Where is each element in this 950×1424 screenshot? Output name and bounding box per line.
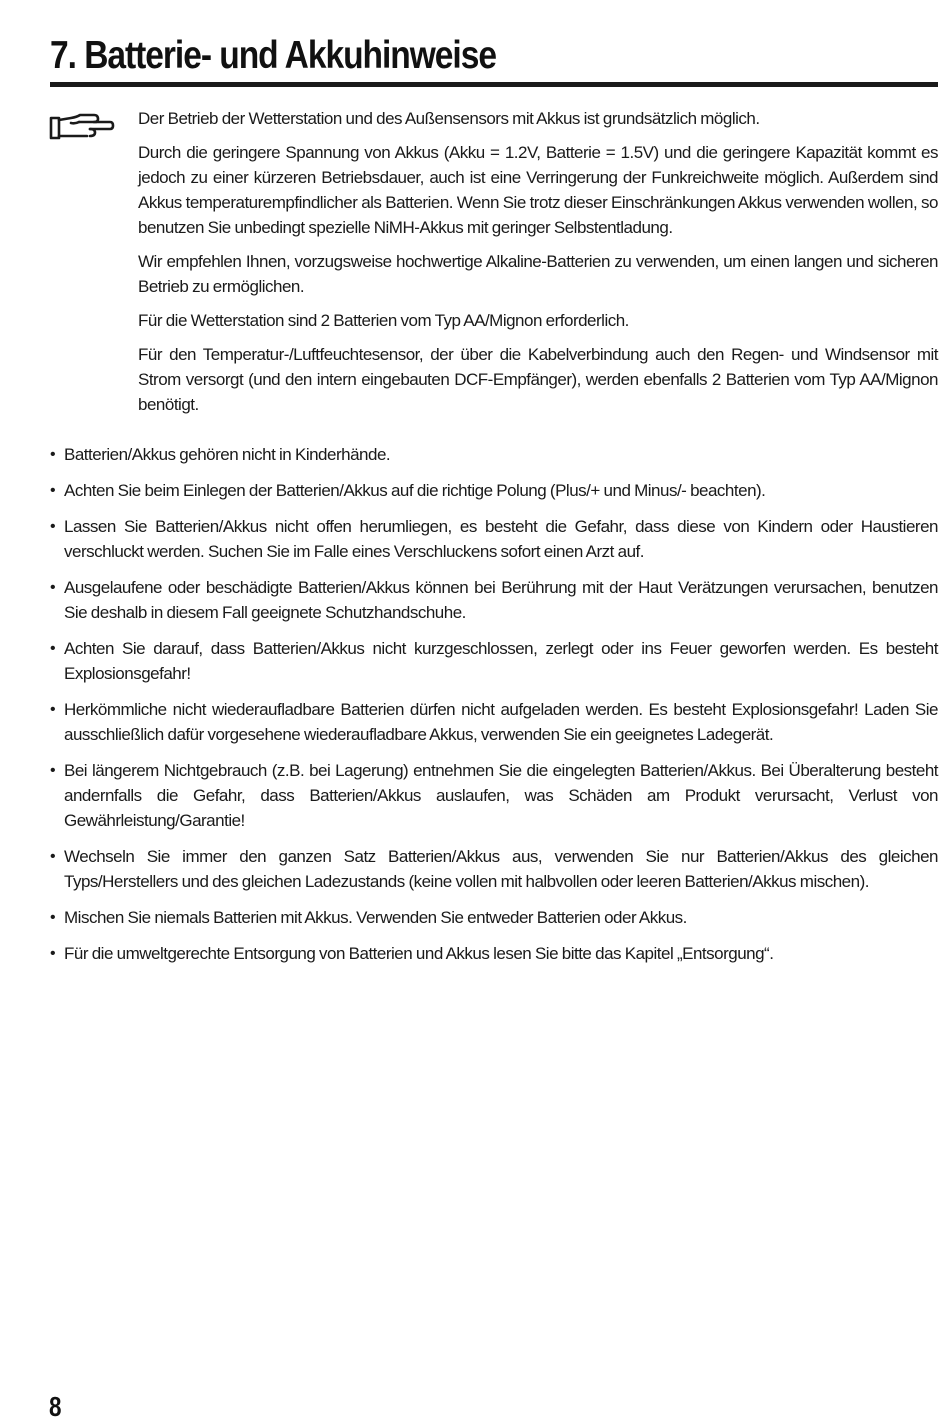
list-item-text: Lassen Sie Batterien/Akkus nicht offen herumliegen, es besteht die Gefahr, dass diese von Kindern oder Haustieren verschluckt werden. Suchen Sie im Falle eines Verschluckens sofort einen Arzt auf.	[64, 517, 938, 561]
list-item-text: Ausgelaufene oder beschädigte Batterien/Akkus können bei Berührung mit der Haut Verätzungen verursachen, benutzen Sie deshalb in diesem Fall geeignete Schutzhandschuhe.	[64, 578, 938, 622]
list-item-text: Wechseln Sie immer den ganzen Satz Batterien/Akkus aus, verwenden Sie nur Batterien/Akkus des gleichen Typs/Herstellers und des gleichen Ladezustands (keine vollen mit halbvollen oder leeren Batterien/Akkus mischen).	[64, 847, 938, 891]
list-item-text: Für die umweltgerechte Entsorgung von Batterien und Akkus lesen Sie bitte das Kapitel „Entsorgung“.	[64, 944, 774, 963]
bullet-marker: •	[50, 446, 56, 463]
list-item-text: Mischen Sie niemals Batterien mit Akkus. Verwenden Sie entweder Batterien oder Akkus.	[64, 908, 687, 927]
note-paragraph: Für den Temperatur-/Luftfeuchtesensor, der über die Kabelverbindung auch den Regen- und Windsensor mit Strom versorgt (und den intern eingebauten DCF-Empfänger), werden ebenfalls 2 Batterien vom Typ AA/Mignon benötigt.	[138, 345, 938, 414]
list-item	[50, 941, 938, 966]
list-item	[50, 697, 938, 747]
bullet-marker: •	[50, 579, 56, 596]
list-item	[50, 442, 938, 467]
note-paragraph: Wir empfehlen Ihnen, vorzugsweise hochwertige Alkaline-Batterien zu verwenden, um einen langen und sicheren Betrieb zu ermöglichen.	[138, 252, 938, 296]
page-number: 8	[49, 1391, 62, 1422]
list-item-text: Batterien/Akkus gehören nicht in Kinderhände.	[64, 445, 391, 464]
list-item-text: Achten Sie darauf, dass Batterien/Akkus nicht kurzgeschlossen, zerlegt oder ins Feuer geworfen werden. Es besteht Explosionsgefahr!	[64, 639, 938, 683]
pointing-hand-icon	[49, 111, 115, 143]
bullet-marker: •	[50, 482, 56, 499]
bullet-marker: •	[50, 762, 56, 779]
list-item	[50, 636, 938, 686]
list-item-text: Achten Sie beim Einlegen der Batterien/Akkus auf die richtige Polung (Plus/+ und Minus/- beachten).	[64, 481, 766, 500]
list-item	[50, 844, 938, 894]
bullet-marker: •	[50, 701, 56, 718]
list-item	[50, 514, 938, 564]
bullet-marker: •	[50, 848, 56, 865]
list-item-text: Herkömmliche nicht wiederaufladbare Batterien dürfen nicht aufgeladen werden. Es besteht Explosionsgefahr! Laden Sie ausschließlich dafür vorgesehene wiederaufladbare Akkus, verwenden Sie ein geeignetes Ladegerät.	[64, 700, 938, 744]
safety-bullet-list	[50, 442, 938, 977]
list-item	[50, 758, 938, 833]
list-item	[50, 905, 938, 930]
bullet-marker: •	[50, 518, 56, 535]
bullet-marker: •	[50, 640, 56, 657]
page-title: 7. Batterie- und Akkuhinweise	[50, 34, 496, 77]
bullet-marker: •	[50, 909, 56, 926]
note-paragraph: Für die Wetterstation sind 2 Batterien vom Typ AA/Mignon erforderlich.	[138, 311, 629, 330]
note-paragraph: Der Betrieb der Wetterstation und des Außensensors mit Akkus ist grundsätzlich möglich.	[138, 109, 760, 128]
battery-note-block	[138, 106, 938, 426]
list-item-text: Bei längerem Nichtgebrauch (z.B. bei Lagerung) entnehmen Sie die eingelegten Batterien/Akkus. Bei Überalterung besteht andernfalls die Gefahr, dass Batterien/Akkus auslaufen, was Schäden am Produkt verursacht, Verlust von Gewährleistung/Garantie!	[64, 761, 938, 830]
list-item	[50, 575, 938, 625]
list-item	[50, 478, 938, 503]
bullet-marker: •	[50, 945, 56, 962]
title-divider	[50, 82, 938, 87]
note-paragraph: Durch die geringere Spannung von Akkus (Akku = 1.2V, Batterie = 1.5V) und die geringere Kapazität kommt es jedoch zu einer kürzeren Betriebsdauer, auch ist eine Verringerung der Funkreichweite möglich. Außerdem sind Akkus temperaturempfindlicher als Batterien. Wenn Sie trotz dieser Einschränkungen Akkus verwenden wollen, so benutzen Sie unbedingt spezielle NiMH-Akkus mit geringer Selbstentladung.	[138, 143, 938, 237]
